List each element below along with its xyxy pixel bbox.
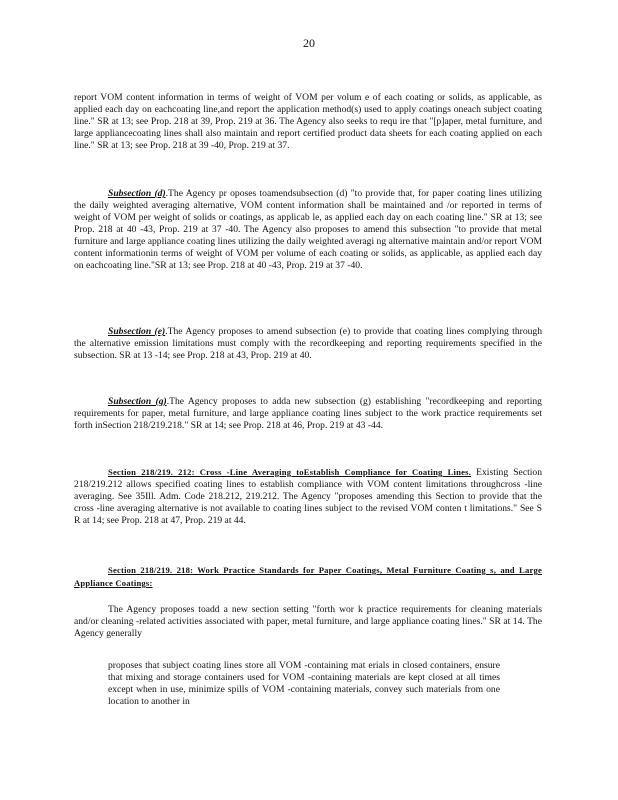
subsection-d-heading: Subsection (d) <box>108 188 166 199</box>
paragraph-text: report VOM content information in terms of weight of VOM per volum e of each coating or solids, as applicable, as applied each day on eachcoating line,and report the application method(s) used to apply coatings oneach subject coating line." SR at 13; see Prop. 218 at 39, Prop. 219 at 36. The Agency also seeks to requ ire that "[p]aper, metal furniture, and large appliancecoating lines shall also maintain and report certified product data sheets for each coating applied on each line." SR at 13; see Prop. 218 at 39 -40, Prop. 219 at 37. <box>74 92 542 151</box>
paragraph-subsection-d <box>74 188 542 272</box>
page-number: 20 <box>303 36 315 50</box>
block-quote-text: proposes that subject coating lines store all VOM -containing mat erials in closed containers, ensure that mixing and storage containers used for VOM -containing materials are kept closed at all times except when in use, minimize spills of VOM -containing materials, convey such materials from one location to another in <box>108 660 500 707</box>
paragraph-subsection-e <box>74 326 542 362</box>
subsection-g-heading: Subsection (g) <box>108 396 167 407</box>
section-212-heading: Section 218/219. 212: Cross -Line Averaging toEstablish Compliance for Coating Lines. <box>108 467 472 477</box>
subsection-e-heading: Subsection (e) <box>108 326 166 337</box>
subsection-e-text: .The Agency proposes to amend subsection (e) to provide that coating lines complying through the alternative emission limitations must comply with the recordkeeping and reporting requirements specified in the subsection. SR at 13 -14; see Prop. 218 at 43, Prop. 219 at 40. <box>74 326 543 361</box>
paragraph-block-quote <box>108 660 500 708</box>
paragraph-intro <box>74 92 542 152</box>
subsection-g-text: .The Agency proposes to adda new subsection (g) establishing "recordkeeping and reporting requirements for paper, metal furniture, and large appliance coating lines subject to the work practice requirements set forth inSection 218/219.218." SR at 14; see Prop. 218 at 46, Prop. 219 at 43 -44. <box>74 396 542 431</box>
paragraph-subsection-g <box>74 396 542 432</box>
section-218-text: The Agency proposes toadd a new section setting "forth wor k practice requirements for cleaning materials and/or cleaning -related activities associated with paper, metal furniture, and large appliance coating lines." SR at 14. The Agency generally <box>74 604 542 639</box>
section-218-heading: Section 218/219. 218: Work Practice Standards for Paper Coatings, Metal Furniture Coating s, and Large Appliance Coatings: <box>74 565 542 588</box>
subsection-d-text: .The Agency pr oposes toamendsubsection (d) "to provide that, for paper coating lines utilizing the daily weighted averaging alternative, VOM content information shall be maintained and /or reported in terms of weight of VOM per weight of solids or coatings, as applicab le, as applied each day on each coating line." SR at 13; see Prop. 218 at 40 -43, Prop. 219 at 37 -40. The Agency also proposes to amend this subsection "to provide that metal furniture and large appliance coating lines utilizing the daily weighted averagi ng alternative maintain and/or report VOM content informationin terms of weight of VOM per volume of each coating or solids, as applicable, as applied each day on eachcoating line."SR at 13; see Prop. 218 at 40 -43, Prop. 219 at 37 -40. <box>74 188 542 271</box>
paragraph-section-212 <box>74 466 542 527</box>
paragraph-section-218 <box>74 604 542 640</box>
section-212-text: Existing Section 218/219.212 allows specified coating lines to establish compliance with VOM content limitations throughcross -line averaging. See 35Ill. Adm. Code 218.212, 219.212. The Agency "proposes amending this Section to provide that the cross -line averaging alternative is not available to coating lines subject to the revised VOM conten t limitations." See S R at 14; see Prop. 218 at 47, Prop. 219 at 44. <box>74 467 543 526</box>
paragraph-section-218-heading <box>74 564 542 590</box>
